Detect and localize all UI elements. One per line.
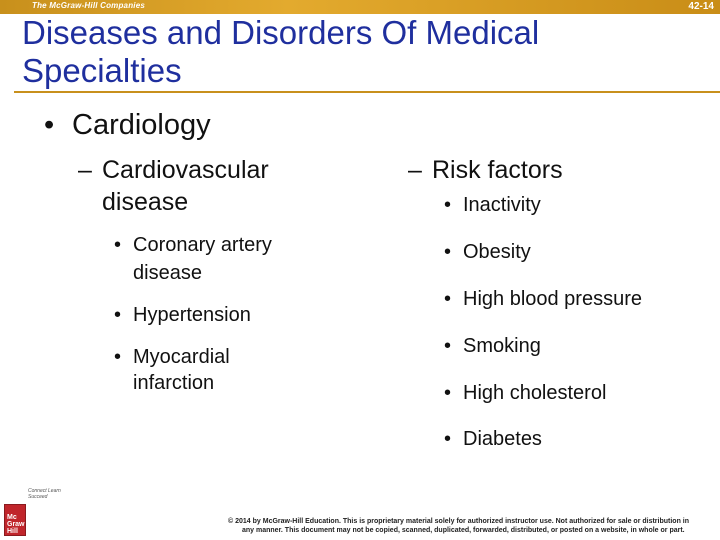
list-item-line: infarction — [133, 372, 215, 394]
bullet-icon: • — [44, 109, 55, 141]
bullet-icon: • — [444, 335, 452, 357]
copyright-line: any manner. This document may not be copied, scanned, duplicated, forwarded, distributed, or posted on a website, in whole or part. — [242, 527, 685, 534]
slide-number: 42-14 — [688, 1, 714, 12]
list-item-label: Inactivity — [463, 194, 541, 216]
bullet-icon: • — [114, 304, 122, 326]
list-item-line: Coronary artery — [133, 234, 272, 256]
copyright-notice — [228, 517, 716, 535]
list-item-label: High blood pressure — [463, 288, 642, 310]
logo-mark — [4, 504, 26, 536]
list-item-label: Smoking — [463, 335, 541, 357]
bullet-icon: • — [444, 194, 452, 216]
bullet-icon: • — [444, 241, 452, 263]
dash-icon: – — [78, 156, 92, 184]
publisher-logo — [4, 486, 61, 536]
title-line: Diseases and Disorders Of Medical — [22, 14, 540, 51]
logo-text: Mc Graw Hill — [7, 514, 25, 535]
bullet-icon: • — [444, 288, 452, 310]
header-bar — [0, 0, 720, 14]
title-divider — [14, 91, 720, 93]
right-heading-label: Risk factors — [432, 156, 563, 184]
list-item-label: Diabetes — [463, 428, 542, 450]
bullet-icon: • — [114, 234, 122, 256]
dash-icon: – — [408, 156, 422, 184]
left-heading-line: Cardiovascular — [102, 156, 269, 184]
bullet-icon: • — [444, 428, 452, 450]
title-line: Specialties — [22, 52, 182, 89]
list-item-line: Myocardial — [133, 346, 230, 368]
list-item-line: disease — [133, 262, 202, 284]
list-item-label: Obesity — [463, 241, 531, 263]
logo-tagline: Connect Learn Succeed — [28, 488, 61, 500]
bullet-icon: • — [444, 382, 452, 404]
list-item-label: High cholesterol — [463, 382, 607, 404]
left-heading-line: disease — [102, 188, 189, 216]
slide-title — [22, 14, 662, 90]
bullet-icon: • — [114, 346, 122, 368]
list-item-line: Hypertension — [133, 304, 251, 326]
brand-text: The McGraw-Hill Companies — [32, 1, 146, 10]
copyright-line: © 2014 by McGraw-Hill Education. This is proprietary material solely for authorized instructor use. Not authorized for sale or distribution in — [228, 518, 690, 525]
main-bullet-label: Cardiology — [72, 109, 211, 141]
